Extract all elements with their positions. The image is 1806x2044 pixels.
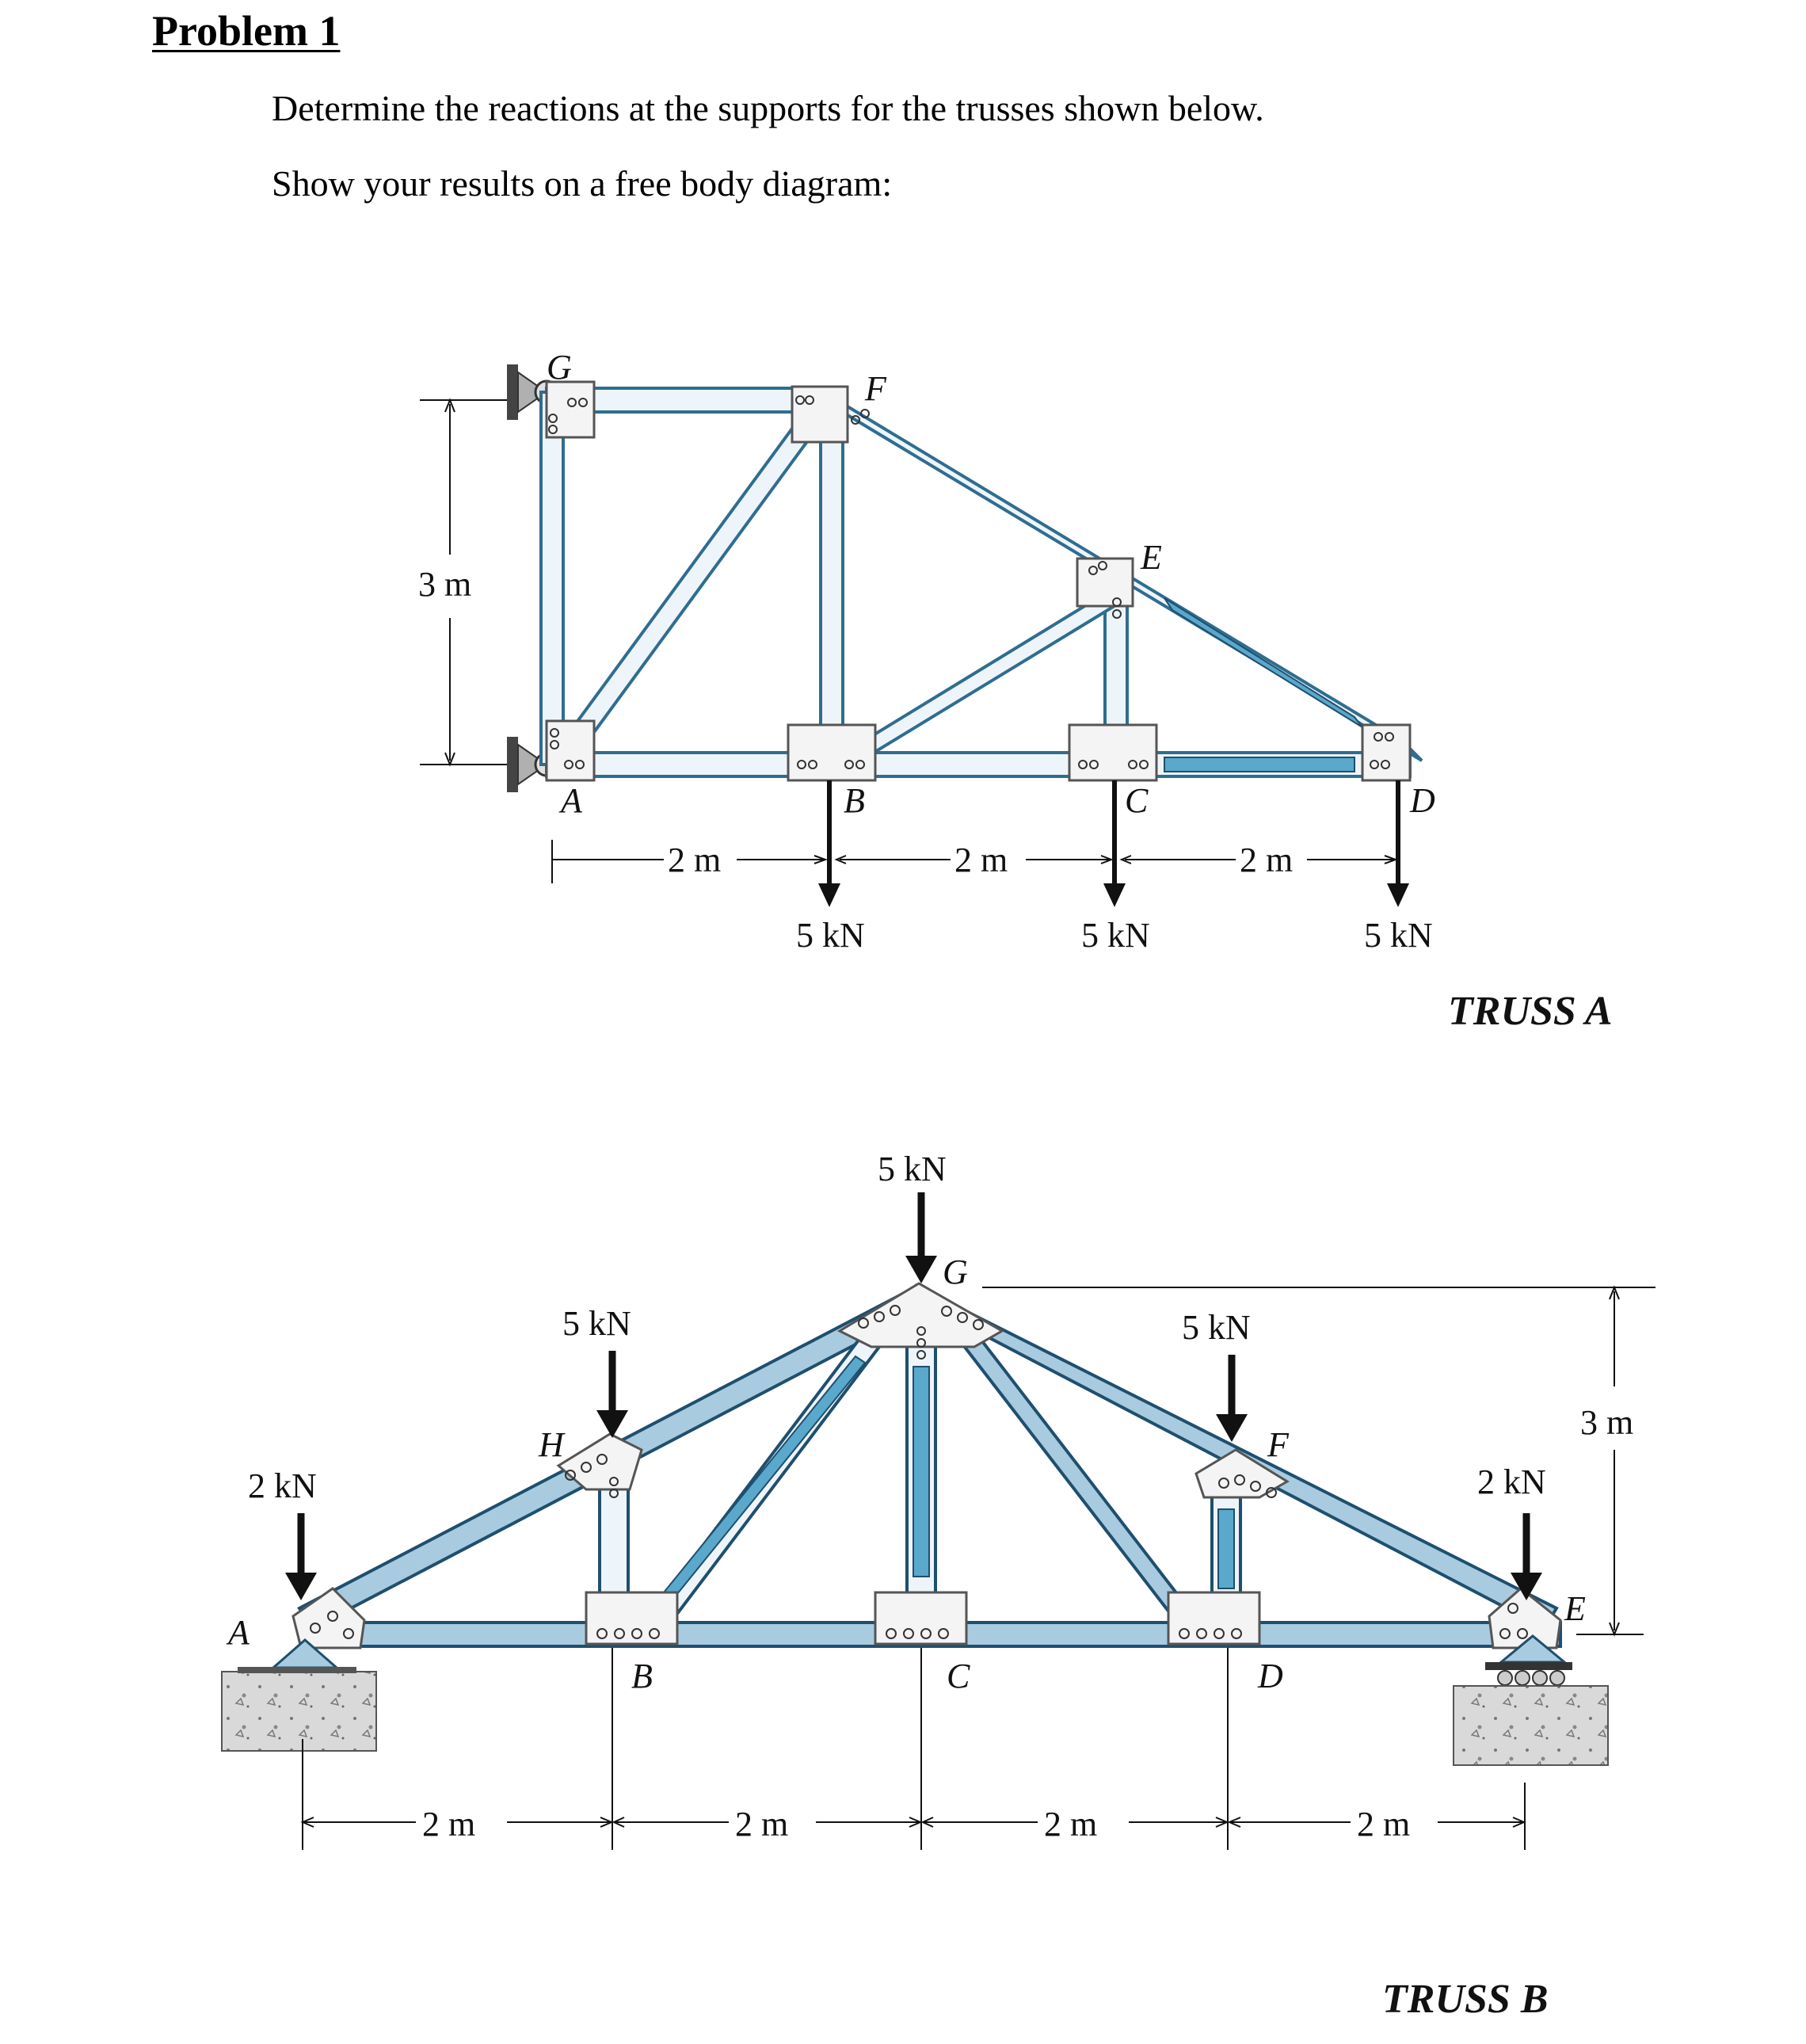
truss-a-load-arrows [829,780,1398,891]
truss-b-node-e: E [1564,1589,1586,1628]
truss-a-node-b: B [844,781,865,820]
plate-a [547,721,594,780]
member-ed-inner [1164,598,1362,727]
truss-b-load-left-mid: 5 kN [562,1304,631,1343]
truss-a-span-3: 2 m [1240,841,1294,879]
truss-a-load-arrowhead-b [818,883,840,907]
truss-a-title: TRUSS A [1448,989,1613,1034]
instruction-line-1: Determine the reactions at the supports for the trusses shown below. [272,88,1264,128]
truss-b-span-2: 2 m [735,1805,789,1844]
truss-a-height-label: 3 m [418,565,472,604]
truss-b-load-arrowhead-h [596,1410,628,1438]
plate-c [1069,725,1156,780]
truss-a-node-g: G [547,348,572,387]
instruction-line-2: Show your results on a free body diagram: [272,163,893,204]
truss-b-load-arrowhead-apex [905,1256,937,1283]
truss-b-span-dims [303,1648,1525,1850]
truss-b-node-b: B [631,1657,653,1695]
truss-b-node-g: G [943,1253,968,1291]
truss-b-node-f: F [1267,1425,1289,1464]
truss-b-span-1: 2 m [422,1805,476,1844]
truss-b-node-h: H [539,1425,564,1464]
member-b-fd-inner [1218,1509,1234,1588]
member-ga [541,392,563,765]
truss-b-node-a: A [228,1613,250,1652]
plate-f [792,387,848,442]
truss-b-height-dim [982,1287,1656,1634]
truss-a-span-2: 2 m [954,841,1008,879]
truss-b [222,1150,1656,2022]
plate-g [547,382,594,437]
truss-b-span-3: 2 m [1044,1805,1098,1844]
truss-b-node-d: D [1258,1657,1283,1695]
member-af [554,396,832,765]
truss-a-load-d: 5 kN [1364,916,1433,955]
plate-d [1362,725,1410,780]
truss-b-load-apex: 5 kN [878,1150,947,1188]
member-cd-inner [1164,757,1354,772]
plate-b-c [875,1592,966,1644]
truss-b-load-arrowhead-a [285,1573,317,1600]
truss-b-title: TRUSS B [1382,1977,1549,2022]
truss-a-load-b: 5 kN [796,916,865,955]
member-fb [821,400,843,765]
truss-a-load-arrowhead-c [1103,883,1126,907]
truss-a-load-c: 5 kN [1081,916,1150,955]
truss-a-node-c: C [1125,781,1149,820]
truss-b-support-a [222,1640,376,1751]
truss-a-node-f: F [865,369,886,408]
plate-e [1077,559,1133,606]
truss-a-node-e: E [1141,538,1162,577]
truss-a-node-d: D [1410,781,1435,820]
truss-a [418,348,1613,1034]
truss-a-load-arrowhead-d [1387,883,1409,907]
truss-b-height-label: 3 m [1580,1403,1634,1442]
truss-a-span-1: 2 m [668,841,722,879]
truss-b-support-e [1454,1636,1608,1765]
truss-a-node-a: A [561,781,582,820]
truss-b-node-c: C [947,1657,970,1695]
problem-title: Problem 1 [152,7,341,55]
truss-b-load-right-end: 2 kN [1477,1462,1546,1501]
plate-b-g [840,1283,1002,1347]
truss-b-span-4: 2 m [1357,1805,1411,1844]
member-b-gc-inner [913,1367,929,1577]
truss-b-load-right-mid: 5 kN [1182,1308,1251,1347]
plate-b-d [1168,1592,1259,1644]
plate-b [788,725,875,780]
truss-b-load-left-end: 2 kN [248,1466,317,1505]
plate-b-b [586,1592,677,1644]
